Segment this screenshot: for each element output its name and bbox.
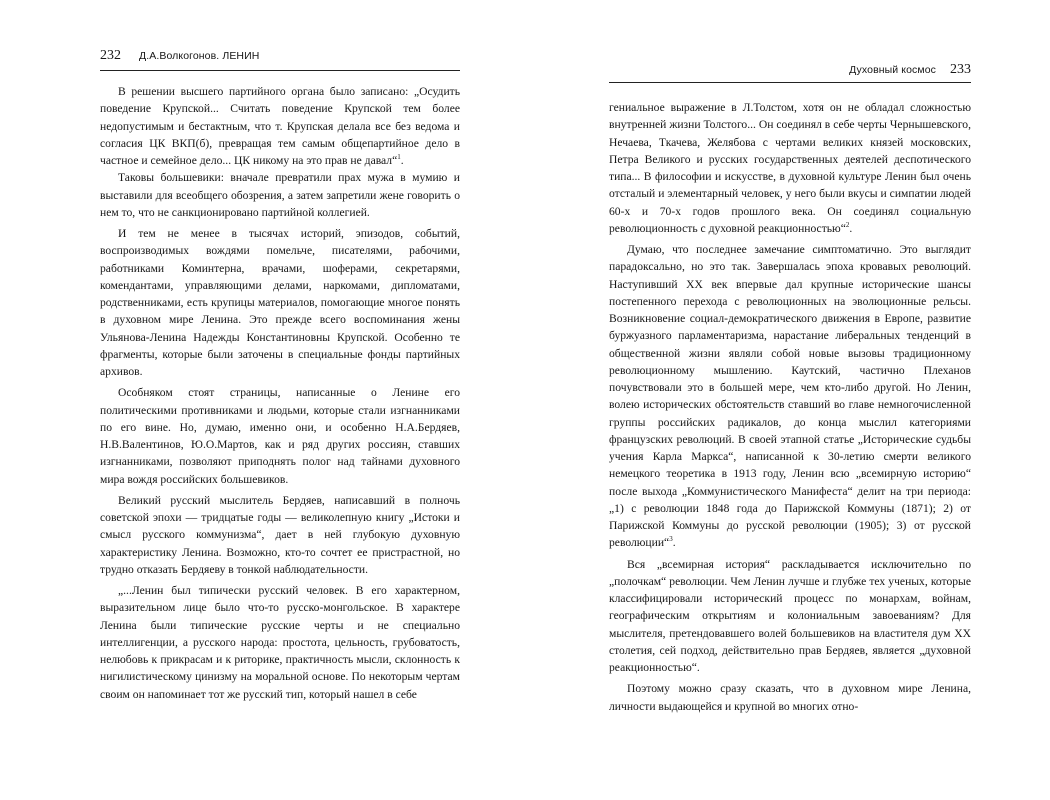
- quote-continuation: гениальное выражение в Л.Толстом, хотя он не обладал сложностью внутренней жизни Толстого... Он соединял в себе черты Чернышевского, Нечаева, Ткачева, Желябова с чертами великих князей московских, Петра Великого и русских государственных деятелей деспотического типа... В философии и искусстве, в духовной культуре Ленин был очень отсталый и элементарный человек, у него были вкусы и симпатии людей 60-х и 70-х годов прошлого века. Он соединял социальную революционность с духовной реакционностью“$^2$.: [609, 101, 971, 235]
- paragraph: Вся „всемирная история“ раскладывается исключительно по „полочкам“ революции. Чем Ленин лучше и глубже тех ученых, которые классифицировали исторический процесс по монархам, войнам, географическим открытиям и колониальным завоеваниям? Для мыслителя, претендовавшего волей большевиков на властителя дум XX столетия, сей подход, действительно прав Бердяев, является „духовной реакционностью“.: [609, 557, 971, 674]
- right-page: [609, 0, 971, 715]
- page-number: 233: [950, 62, 971, 77]
- paragraph: Великий русский мыслитель Бердяев, написавший в полночь советской эпохи — тридцатые годы — великолепную книгу „Истоки и смысл русского коммунизма“, дает в ней глубокую духовную характеристику Ленина. Возможно, кто-то сочтет ее пристрастной, но трудно отказать Бердяеву в тонкой наблюдательности.: [100, 493, 460, 576]
- footnote-ref: 3: [669, 535, 673, 544]
- running-head-title: Д.А.Волкогонов. ЛЕНИН: [139, 50, 260, 62]
- left-running-head: [100, 48, 460, 71]
- quote-paragraph: „...Ленин был типически русский человек. В его характерном, выразительном лице было что-то русско-монгольское. В характере Ленина были типические русские черты и не специально интеллигенции, а русского народа: простота, цельность, грубоватость, нелюбовь к прикрасам и к риторике, практичность мысли, склонность к нигилистическому цинизму на моральной основе. По некоторым чертам своим он напоминает тот же русский тип, который нашел в себе: [100, 584, 460, 701]
- paragraph: Думаю, что последнее замечание симптоматично. Это выглядит парадоксально, но это так. Завершалась эпоха кровавых революций. Наступивший XX век впервые дал крупные исторические шансы постепенного перехода с революционных на эволюционные рельсы. Возникновение социал-демократического движения в Европе, развитие буржуазного парламентаризма, нарастание либеральных тенденций в общественной жизни являли собой новые вызовы традиционному революционному мышлению. Каутский, частично Плеханов почувствовали это в большей мере, чем кто-либо другой. Но Ленин, волею исторических обстоятельств ставший во главе немногочисленной группы российских радикалов, до конца мыслил категориями французских революций. В своей этапной статье „Исторические судьбы учения Карла Маркса“, написанной к 30-летию смерти великого немецкого теоретика в 1913 году, Ленин всю „всемирную историю“ после выхода „Коммунистического Манифеста“ делит на три периода: „1) с революции 1848 года до Парижской Коммуны (1871); 2) от Парижской Коммуны до русской революции (1905); 3) от русской революции“$^3$.: [609, 243, 971, 550]
- page-number: 232: [100, 48, 121, 63]
- right-running-head: [609, 62, 971, 83]
- left-page: [100, 0, 460, 703]
- paragraph: Таковы большевики: вначале превратили прах мужа в мумию и выставили для всеобщего обозрения, а затем запретили жене говорить о нем то, что не санкционировано партийной коллегией.: [100, 171, 460, 219]
- left-page-body: [100, 83, 460, 703]
- footnote-ref: 1: [397, 153, 401, 162]
- paragraph: Особняком стоят страницы, написанные о Ленине его политическими противниками и людьми, которые стали изгнанниками по его вине. Но, думаю, именно они, и особенно Н.А.Бердяев, Н.В.Валентинов, Ю.О.Мартов, как и ряд других россиян, ставших изгнанниками, позволяют приподнять полог над тайнами духовного мира вождя российских большевиков.: [100, 386, 460, 486]
- paragraph: И тем не менее в тысячах историй, эпизодов, событий, воспроизводимых вождями помельче, писателями, рабочими, работниками Коминтерна, врачами, шоферами, секретарями, комендантами, управляющими делами, наркомами, дипломатами, родственниками, есть крупицы материалов, помогающие многое понять в духовном мире Ленина. Это прежде всего воспоминания жены Ульянова-Ленина Надежды Константиновны Крупской. Особенно те фрагменты, которые были заточены в специальные фонды партийных архивов.: [100, 227, 460, 378]
- paragraph: В решении высшего партийного органа было записано: „Осудить поведение Крупской... Считать поведение Крупской тем более недопустимым и бестактным, что т. Крупская делала все без ведома и согласия ЦК ВКП(б), превращая тем самым общепартийное дело в частное и семейное дело... ЦК никому на это прав не давал“$^1$.: [100, 85, 460, 167]
- footnote-ref: 2: [845, 220, 850, 229]
- paragraph: Поэтому можно сразу сказать, что в духовном мире Ленина, личности выдающейся и крупной во многих отно-: [609, 682, 971, 713]
- running-head-title: Духовный космос: [849, 64, 936, 76]
- right-page-body: [609, 99, 971, 715]
